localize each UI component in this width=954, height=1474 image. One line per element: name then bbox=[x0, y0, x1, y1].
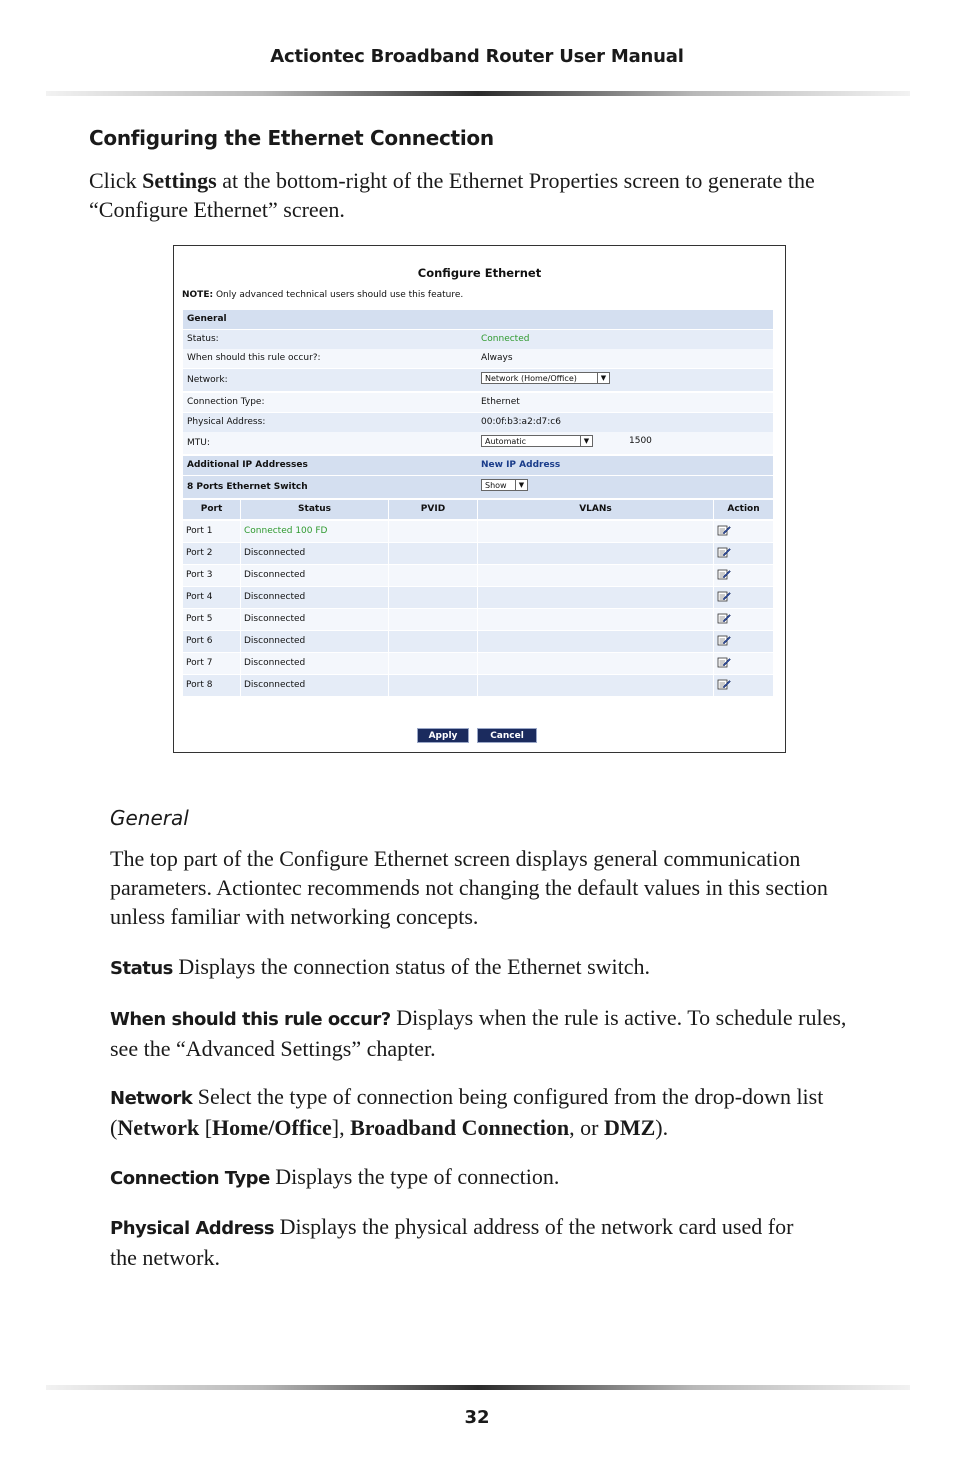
screen-title: Configure Ethernet bbox=[417, 266, 542, 280]
edit-icon[interactable] bbox=[717, 524, 731, 536]
table-row bbox=[183, 631, 773, 652]
edit-icon[interactable] bbox=[717, 612, 731, 624]
port-vlans bbox=[478, 543, 714, 564]
status-row: Status: Connected bbox=[183, 330, 773, 349]
physical-address-value: 00:0f:b3:a2:d7:c6 bbox=[481, 417, 561, 427]
general-heading: General bbox=[110, 806, 189, 830]
port-pvid bbox=[389, 653, 478, 674]
port-action bbox=[714, 587, 773, 608]
status-value: Connected bbox=[481, 334, 530, 344]
port-pvid bbox=[389, 675, 478, 696]
port-name: Port 6 bbox=[183, 631, 241, 652]
port-name: Port 3 bbox=[183, 565, 241, 586]
port-name: Port 1 bbox=[183, 521, 241, 542]
port-vlans bbox=[478, 653, 714, 674]
running-header: Actiontec Broadband Router User Manual bbox=[270, 46, 684, 67]
port-action bbox=[714, 521, 773, 542]
port-action bbox=[714, 653, 773, 674]
port-action bbox=[714, 631, 773, 652]
footer-rule bbox=[46, 1385, 910, 1390]
port-vlans bbox=[478, 609, 714, 630]
port-name: Port 4 bbox=[183, 587, 241, 608]
port-status: Disconnected bbox=[241, 675, 389, 696]
edit-icon[interactable] bbox=[717, 678, 731, 690]
status-definition: Status Displays the connection status of the Ethernet switch. bbox=[110, 954, 651, 979]
port-action bbox=[714, 675, 773, 696]
edit-icon[interactable] bbox=[717, 568, 731, 580]
connection-type-value: Ethernet bbox=[481, 397, 520, 407]
port-name: Port 8 bbox=[183, 675, 241, 696]
switch-show-select[interactable]: Show ▼ bbox=[481, 479, 528, 491]
chevron-down-icon: ▼ bbox=[580, 436, 592, 446]
port-status: Disconnected bbox=[241, 609, 389, 630]
physical-address-row: Physical Address: 00:0f:b3:a2:d7:c6 bbox=[183, 413, 773, 432]
port-vlans bbox=[478, 587, 714, 608]
additional-ip-row: Additional IP Addresses New IP Address bbox=[183, 456, 773, 475]
port-action bbox=[714, 565, 773, 586]
port-name: Port 5 bbox=[183, 609, 241, 630]
cancel-button[interactable]: Cancel bbox=[477, 728, 537, 743]
connection-type-definition: Connection Type Displays the type of connection. bbox=[110, 1164, 560, 1189]
port-name: Port 7 bbox=[183, 653, 241, 674]
settings-term: Settings bbox=[142, 168, 217, 193]
port-status: Disconnected bbox=[241, 565, 389, 586]
port-pvid bbox=[389, 543, 478, 564]
header-rule bbox=[46, 91, 910, 96]
table-row bbox=[183, 675, 773, 696]
mtu-row: MTU: Automatic ▼ 1500 bbox=[183, 432, 773, 454]
port-status: Connected 100 FD bbox=[241, 521, 389, 542]
port-pvid bbox=[389, 631, 478, 652]
table-row bbox=[183, 521, 773, 542]
rule-value: Always bbox=[481, 353, 513, 363]
edit-icon[interactable] bbox=[717, 590, 731, 602]
screen-note: NOTE: Only advanced technical users should use this feature. bbox=[182, 290, 464, 300]
apply-button[interactable]: Apply bbox=[417, 728, 469, 743]
port-status: Disconnected bbox=[241, 631, 389, 652]
mtu-value: 1500 bbox=[629, 436, 652, 446]
page-number: 32 bbox=[464, 1407, 490, 1428]
table-row bbox=[183, 609, 773, 630]
port-name: Port 2 bbox=[183, 543, 241, 564]
rule-row: When should this rule occur?: Always bbox=[183, 349, 773, 368]
physical-address-definition: Physical Address Displays the physical address of the network card used for the network. bbox=[110, 1214, 794, 1270]
network-definition: Network Select the type of connection being configured from the drop-down list (Network [Home/Office], Broadband Connection, or DMZ). bbox=[110, 1084, 824, 1140]
edit-icon[interactable] bbox=[717, 546, 731, 558]
port-vlans bbox=[478, 521, 714, 542]
new-ip-address-link[interactable]: New IP Address bbox=[481, 460, 561, 470]
general-paragraph: The top part of the Configure Ethernet screen displays general communication parameters. Actiontec recommends not changing the default values in this section unless familiar with networking concepts. bbox=[110, 846, 828, 929]
general-section-row: General bbox=[183, 310, 773, 329]
table-row bbox=[183, 565, 773, 586]
port-vlans bbox=[478, 565, 714, 586]
port-status: Disconnected bbox=[241, 543, 389, 564]
edit-icon[interactable] bbox=[717, 656, 731, 668]
chevron-down-icon: ▼ bbox=[597, 373, 609, 383]
table-row bbox=[183, 543, 773, 564]
intro-paragraph: Click Settings at the bottom-right of the Ethernet Properties screen to generate the “Configure Ethernet” screen. bbox=[89, 168, 815, 222]
table-row bbox=[183, 587, 773, 608]
connection-type-row: Connection Type: Ethernet bbox=[183, 393, 773, 412]
mtu-select[interactable]: Automatic ▼ bbox=[481, 435, 593, 447]
port-status: Disconnected bbox=[241, 587, 389, 608]
ports-table-header: Port Status PVID VLANs Action bbox=[183, 500, 773, 519]
rule-definition: When should this rule occur? Displays when the rule is active. To schedule rules, see the “Advanced Settings” chapter. bbox=[110, 1005, 847, 1061]
edit-icon[interactable] bbox=[717, 634, 731, 646]
port-action bbox=[714, 609, 773, 630]
switch-row: 8 Ports Ethernet Switch Show ▼ bbox=[183, 476, 773, 498]
port-pvid bbox=[389, 587, 478, 608]
network-select[interactable]: Network (Home/Office) ▼ bbox=[481, 372, 610, 384]
port-pvid bbox=[389, 521, 478, 542]
table-row bbox=[183, 653, 773, 674]
port-status: Disconnected bbox=[241, 653, 389, 674]
network-row: Network: Network (Home/Office) ▼ bbox=[183, 369, 773, 391]
port-pvid bbox=[389, 609, 478, 630]
port-action bbox=[714, 543, 773, 564]
port-vlans bbox=[478, 675, 714, 696]
chevron-down-icon: ▼ bbox=[515, 480, 527, 490]
section-title: Configuring the Ethernet Connection bbox=[89, 126, 494, 150]
port-pvid bbox=[389, 565, 478, 586]
configure-ethernet-screenshot bbox=[173, 245, 786, 753]
port-vlans bbox=[478, 631, 714, 652]
